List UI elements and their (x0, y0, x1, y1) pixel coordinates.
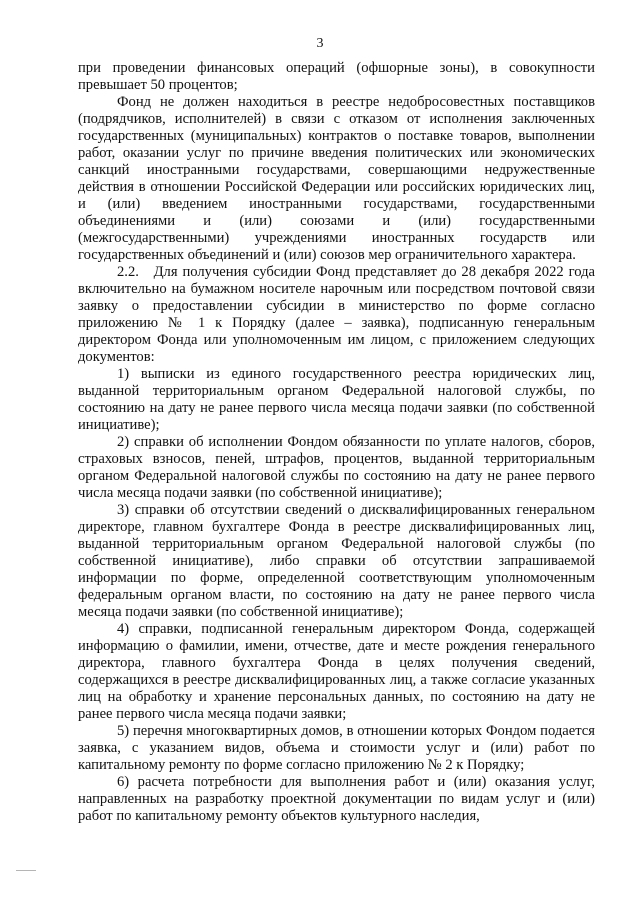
list-item-6-needs-calculation: 6) расчета потребности для выполнения работ и (или) оказания услуг, направленных на разработку проектной документации по видам услуг и (или) работ по капитальному ремонту объектов культурного наследия, (78, 774, 595, 824)
scan-margin-mark (16, 870, 36, 871)
document-body (78, 60, 595, 825)
list-item-4-director-info-certificate: 4) справки, подписанной генеральным директором Фонда, содержащей информацию о фамилии, имени, отчестве, дате и месте рождения генерального директора, главного бухгалтера Фонда в целях получения сведений, содержащихся в реестре дисквалифицированных лиц, а также согласие указанных лиц на обработку и хранение персональных данных, по состоянию на дату не ранее первого числа месяца подачи заявки; (78, 621, 595, 722)
paragraph-section-2-2: 2.2. Для получения субсидии Фонд представляет до 28 декабря 2022 года включительно на бумажном носителе нарочным или посредством почтовой связи заявку о предоставлении субсидии в министерство по форме согласно приложению № 1 к Порядку (далее – заявка), подписанную генеральным директором Фонда или уполномоченным им лицом, с приложением следующих документов: (78, 264, 595, 365)
list-item-1-egrul-extract: 1) выписки из единого государственного реестра юридических лиц, выданной территориальным органом Федеральной налоговой службы, по состоянию на дату не ранее первого числа месяца подачи заявки (по собственной инициативе); (78, 366, 595, 433)
page-number: 3 (316, 36, 324, 51)
list-item-2-tax-certificate: 2) справки об исполнении Фондом обязанности по уплате налогов, сборов, страховых взносов, пеней, штрафов, процентов, выданной территориальным органом Федеральной налоговой службы по состоянию на дату не ранее первого числа месяца подачи заявки (по собственной инициативе); (78, 434, 595, 501)
list-item-3-disqualified-persons-certificate: 3) справки об отсутствии сведений о дисквалифицированных генеральном директоре, главном бухгалтере Фонда в реестре дисквалифицированных лиц, выданной территориальным органом Федеральной налоговой службы (по собственной инициативе), либо справки об отсутствии запрашиваемой информации по форме, определенной соответствующим уполномоченным федеральным органом власти, по состоянию на дату не ранее первого числа месяца подачи заявки (по собственной инициативе); (78, 502, 595, 620)
paragraph-offshore-continuation: при проведении финансовых операций (офшорные зоны), в совокупности превышает 50 процентов; (78, 60, 595, 93)
list-item-5-apartment-buildings-list: 5) перечня многоквартирных домов, в отношении которых Фондом подается заявка, с указанием видов, объема и стоимости услуг и (или) работ по капитальному ремонту по форме согласно приложению № 2 к Порядку; (78, 723, 595, 773)
paragraph-unfair-suppliers-registry: Фонд не должен находиться в реестре недобросовестных поставщиков (подрядчиков, исполнителей) в связи с отказом от исполнения заключенных государственных (муниципальных) контрактов о поставке товаров, выполнении работ, оказании услуг по причине введения политических или экономических санкций иностранными государствами, совершающими недружественные действия в отношении Российской Федерации или российских юридических лиц, и (или) введением иностранными государствами, государственными объединениями и (или) союзами и (или) государственными (межгосударственными) учреждениями иностранных государств или государственных объединений и (или) союзов мер ограничительного характера. (78, 94, 595, 263)
